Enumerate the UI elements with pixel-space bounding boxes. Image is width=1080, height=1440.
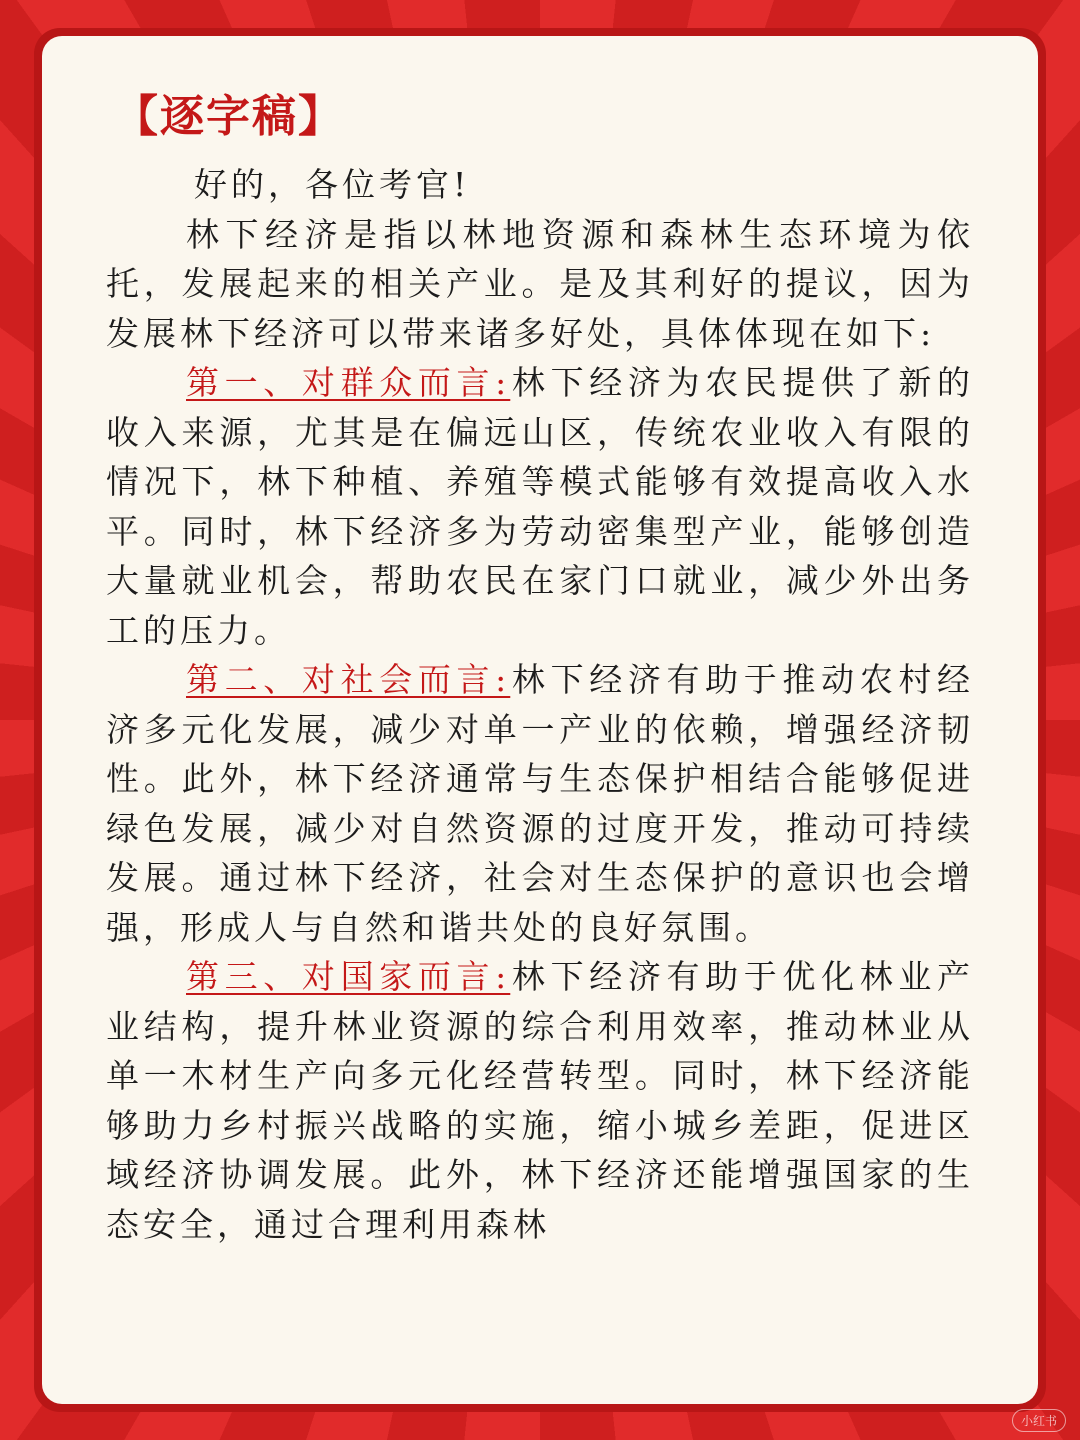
transcript-card bbox=[42, 36, 1038, 1404]
point-paragraph-2 bbox=[106, 655, 974, 952]
point-heading: 第二、对社会而言: bbox=[186, 660, 511, 699]
point-text: 林下经济有助于优化林业产业结构，提升林业资源的综合利用效率，推动林业从单一木材生产向多元化经营转型。同时，林下经济能够助力乡村振兴战略的实施，缩小城乡差距，促进区域经济协调发展。此外，林下经济还能增强国家的生态安全，通过合理利用森林 bbox=[106, 957, 975, 1244]
intro-paragraph: 林下经济是指以林地资源和森林生态环境为依托，发展起来的相关产业。是及其利好的提议，因为发展林下经济可以带来诸多好处，具体体现在如下: bbox=[106, 214, 974, 353]
point-heading: 第三、对国家而言: bbox=[186, 957, 511, 996]
page-title: 【逐字稿】 bbox=[114, 91, 344, 142]
point-text: 林下经济为农民提供了新的收入来源，尤其是在偏远山区，传统农业收入有限的情况下，林下种植、养殖等模式能够有效提高收入水平。同时，林下经济多为劳动密集型产业，能够创造大量就业机会，帮助农民在家门口就业，减少外出务工的压力。 bbox=[106, 363, 975, 650]
point-paragraph-3 bbox=[106, 952, 974, 1249]
point-paragraph-1 bbox=[106, 358, 974, 655]
transcript-body bbox=[106, 160, 974, 1249]
greeting-line: 好的，各位考官! bbox=[194, 165, 471, 204]
point-heading: 第一、对群众而言: bbox=[186, 363, 511, 402]
point-text: 林下经济有助于推动农村经济多元化发展，减少对单一产业的依赖，增强经济韧性。此外，林下经济通常与生态保护相结合能够促进绿色发展，减少对自然资源的过度开发，推动可持续发展。通过林下经济，社会对生态保护的意识也会增强，形成人与自然和谐共处的良好氛围。 bbox=[106, 660, 975, 947]
watermark-badge: 小红书 bbox=[1012, 1409, 1066, 1432]
